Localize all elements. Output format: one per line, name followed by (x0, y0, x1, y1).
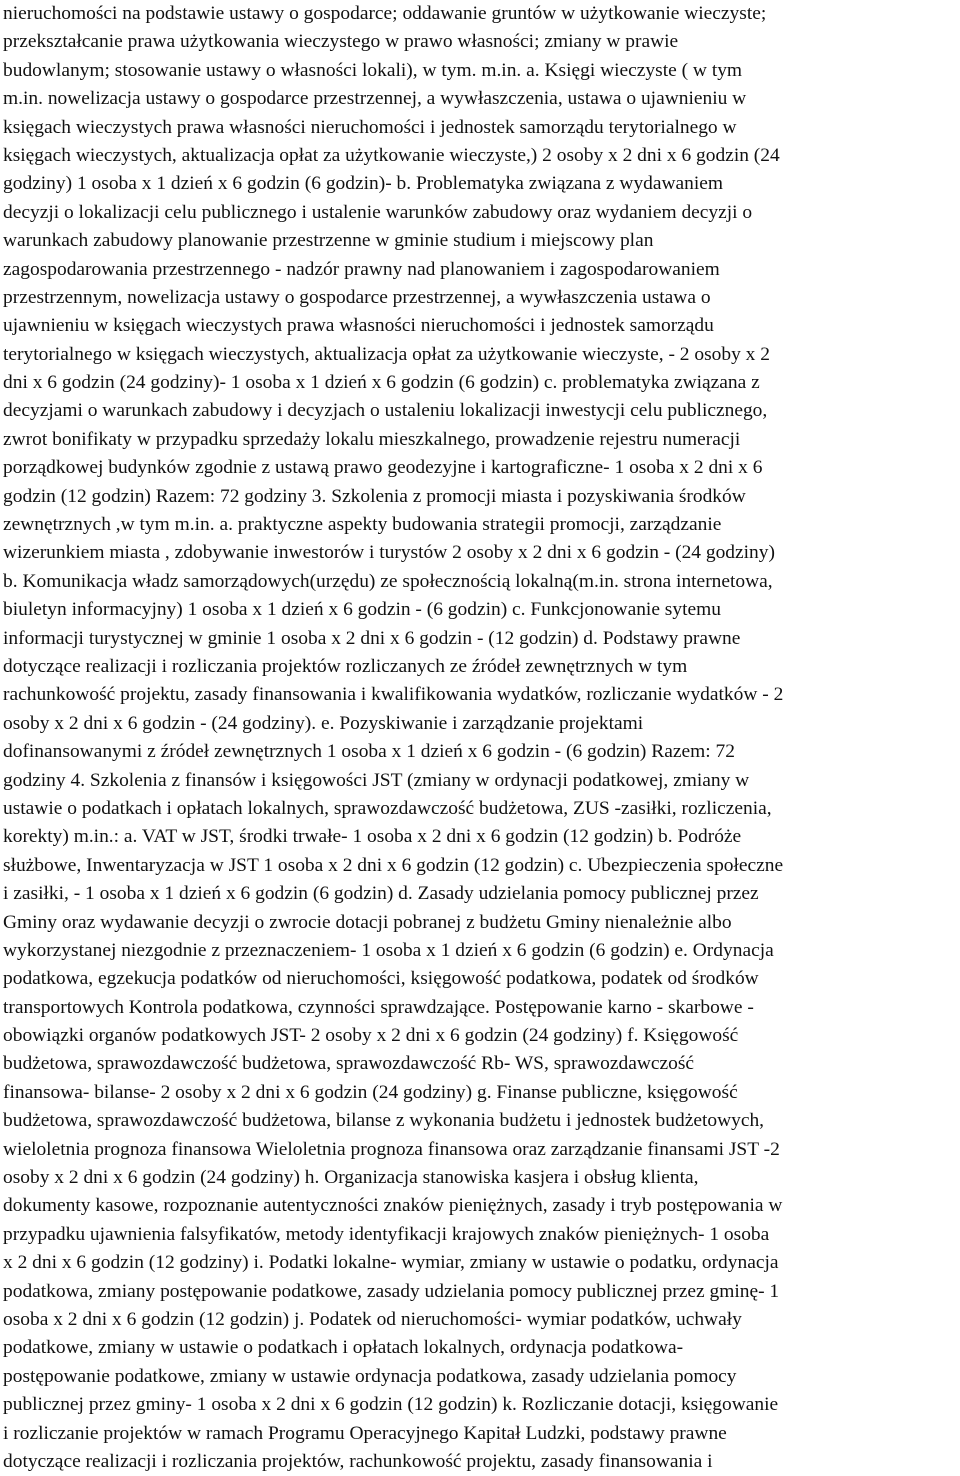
text-line: b. Komunikacja władz samorządowych(urzędu) ze społecznością lokalną(m.in. strona internetowa, (3, 570, 773, 592)
text-line: służbowe, Inwentaryzacja w JST 1 osoba x 2 dni x 6 godzin (12 godzin) c. Ubezpieczenia społeczne (3, 854, 784, 876)
text-line: i rozliczanie projektów w ramach Programu Operacyjnego Kapitał Ludzki, podstawy prawne (3, 1422, 727, 1444)
text-line: dokumenty kasowe, rozpoznanie autentyczności znaków pieniężnych, zasady i tryb postępowania w (3, 1195, 783, 1217)
text-line: obowiązki organów podatkowych JST- 2 osoby x 2 dni x 6 godzin (24 godziny) f. Księgowość (3, 1025, 739, 1047)
text-line: nieruchomości na podstawie ustawy o gospodarce; oddawanie gruntów w użytkowanie wieczyste; (3, 3, 767, 24)
text-line: zewnętrznych ,w tym m.in. a. praktyczne aspekty budowania strategii promocji, zarządzanie (3, 514, 722, 536)
text-line: warunkach zabudowy planowanie przestrzenne w gminie studium i miejscowy plan (3, 230, 654, 252)
text-line: korekty) m.in.: a. VAT w JST, środki trwałe- 1 osoba x 2 dni x 6 godzin (12 godzin) b. Podróże (3, 826, 742, 848)
text-line: wizerunkiem miasta , zdobywanie inwestorów i turystów 2 osoby x 2 dni x 6 godzin - (24 godziny) (3, 542, 775, 564)
text-line: x 2 dni x 6 godzin (12 godziny) i. Podatki lokalne- wymiar, zmiany w ustawie o podatku, ordynacja (3, 1252, 779, 1274)
text-line: m.in. nowelizacja ustawy o gospodarce przestrzennej, a wywłaszczenia, ustawa o ujawnieniu w (3, 88, 747, 110)
text-line: i zasiłki, - 1 osoba x 1 dzień x 6 godzin (6 godzin) d. Zasady udzielania pomocy publicznej przez (3, 883, 759, 905)
text-line: publicznej przez gminy- 1 osoba x 2 dni x 6 godzin (12 godzin) k. Rozliczanie dotacji, księgowanie (3, 1394, 779, 1416)
text-line: podatkowa, zmiany postępowanie podatkowe, zasady udzielania pomocy publicznej przez gminę- 1 (3, 1280, 780, 1302)
document-body (3, 0, 960, 1476)
text-line: budżetowa, sprawozdawczość budżetowa, bilanse z wykonania budżetu i jednostek budżetowych, (3, 1110, 765, 1132)
text-line: rachunkowość projektu, zasady finansowania i kwalifikowania wydatków, rozliczanie wydatków - 2 (3, 684, 784, 706)
text-line: godziny) 1 osoba x 1 dzień x 6 godzin (6 godzin)- b. Problematyka związana z wydawaniem (3, 173, 724, 195)
text-line: budżetowa, sprawozdawczość budżetowa, sprawozdawczość Rb- WS, sprawozdawczość (3, 1053, 695, 1075)
text-line: decyzji o lokalizacji celu publicznego i ustalenie warunków zabudowy oraz wydaniem decyzji o (3, 201, 753, 223)
text-line: dni x 6 godzin (24 godziny)- 1 osoba x 1 dzień x 6 godzin (6 godzin) c. problematyka związana z (3, 372, 760, 394)
text-line: transportowych Kontrola podatkowa, czynności sprawdzające. Postępowanie karno - skarbowe - (3, 996, 754, 1018)
text-line: wieloletnia prognoza finansowa Wieloletnia prognoza finansowa oraz zarządzanie finansami JST -2 (3, 1138, 780, 1160)
text-line: wykorzystanej niezgodnie z przeznaczeniem- 1 osoba x 1 dzień x 6 godzin (6 godzin) e. Ordynacja (3, 939, 774, 961)
text-line: godzin (12 godzin) Razem: 72 godziny 3. Szkolenia z promocji miasta i pozyskiwania środków (3, 485, 746, 507)
text-line: podatkowa, egzekucja podatków od nieruchomości, księgowość podatkowa, podatek od środków (3, 968, 759, 990)
text-line: przestrzennym, nowelizacja ustawy o gospodarce przestrzennej, a wywłaszczenia ustawa o (3, 286, 711, 308)
text-line: biuletyn informacyjny) 1 osoba x 1 dzień x 6 godzin - (6 godzin) c. Funkcjonowanie sytemu (3, 599, 721, 621)
text-line: księgach wieczystych, aktualizacja opłat za użytkowanie wieczyste,) 2 osoby x 2 dni x 6 godzin (24 (3, 144, 780, 166)
text-line: osoby x 2 dni x 6 godzin - (24 godziny). e. Pozyskiwanie i zarządzanie projektami (3, 712, 644, 734)
text-line: dotyczące realizacji i rozliczania projektów rozliczanych ze źródeł zewnętrznych w tym (3, 655, 688, 677)
text-line: osoby x 2 dni x 6 godzin (24 godziny) h. Organizacja stanowiska kasjera i obsług klienta, (3, 1167, 699, 1189)
text-line: podatkowe, zmiany w ustawie o podatkach i opłatach lokalnych, ordynacja podatkowa- (3, 1337, 684, 1359)
text-line: ustawie o podatkach i opłatach lokalnych, sprawozdawczość budżetowa, ZUS -zasiłki, rozliczenia, (3, 797, 772, 819)
text-line: Gminy oraz wydawanie decyzji o zwrocie dotacji pobranej z budżetu Gminy nienależnie albo (3, 911, 732, 933)
text-line: dofinansowanymi z źródeł zewnętrznych 1 osoba x 1 dzień x 6 godzin - (6 godzin) Razem: 72 (3, 741, 735, 763)
text-line: finansowa- bilanse- 2 osoby x 2 dni x 6 godzin (24 godziny) g. Finanse publiczne, księgowość (3, 1081, 738, 1103)
text-line: decyzjami o warunkach zabudowy i decyzjach o ustaleniu lokalizacji inwestycji celu publicznego, (3, 400, 768, 422)
text-line: osoba x 2 dni x 6 godzin (12 godzin) j. Podatek od nieruchomości- wymiar podatków, uchwały (3, 1308, 742, 1330)
text-line: zwrot bonifikaty w przypadku sprzedaży lokalu mieszkalnego, prowadzenie rejestru numeracji (3, 428, 741, 450)
text-line: dotyczące realizacji i rozliczania projektów, rachunkowość projektu, zasady finansowania i (3, 1450, 713, 1472)
text-line: terytorialnego w księgach wieczystych, aktualizacja opłat za użytkowanie wieczyste, - 2 osoby x 2 (3, 343, 770, 365)
text-line: budowlanym; stosowanie ustawy o własności lokali), w tym. m.in. a. Księgi wieczyste ( w tym (3, 59, 743, 81)
text-line: postępowanie podatkowe, zmiany w ustawie ordynacja podatkowa, zasady udzielania pomocy (3, 1365, 737, 1387)
text-line: przypadku ujawnienia falsyfikatów, metody identyfikacji krajowych znaków pieniężnych- 1 osoba (3, 1223, 770, 1245)
text-line: ujawnieniu w księgach wieczystych prawa własności nieruchomości i jednostek samorządu (3, 315, 714, 337)
text-line: zagospodarowania przestrzennego - nadzór prawny nad planowaniem i zagospodarowaniem (3, 258, 720, 280)
text-line: porządkowej budynków zgodnie z ustawą prawo geodezyjne i kartograficzne- 1 osoba x 2 dni x 6 (3, 457, 763, 479)
text-line: przekształcanie prawa użytkowania wieczystego w prawo własności; zmiany w prawie (3, 31, 679, 53)
text-line: księgach wieczystych prawa własności nieruchomości i jednostek samorządu terytorialnego w (3, 116, 737, 138)
text-line: godziny 4. Szkolenia z finansów i księgowości JST (zmiany w ordynacji podatkowej, zmiany w (3, 769, 750, 791)
text-line: informacji turystycznej w gminie 1 osoba x 2 dni x 6 godzin - (12 godzin) d. Podstawy prawne (3, 627, 741, 649)
document-page (3, 0, 960, 1472)
